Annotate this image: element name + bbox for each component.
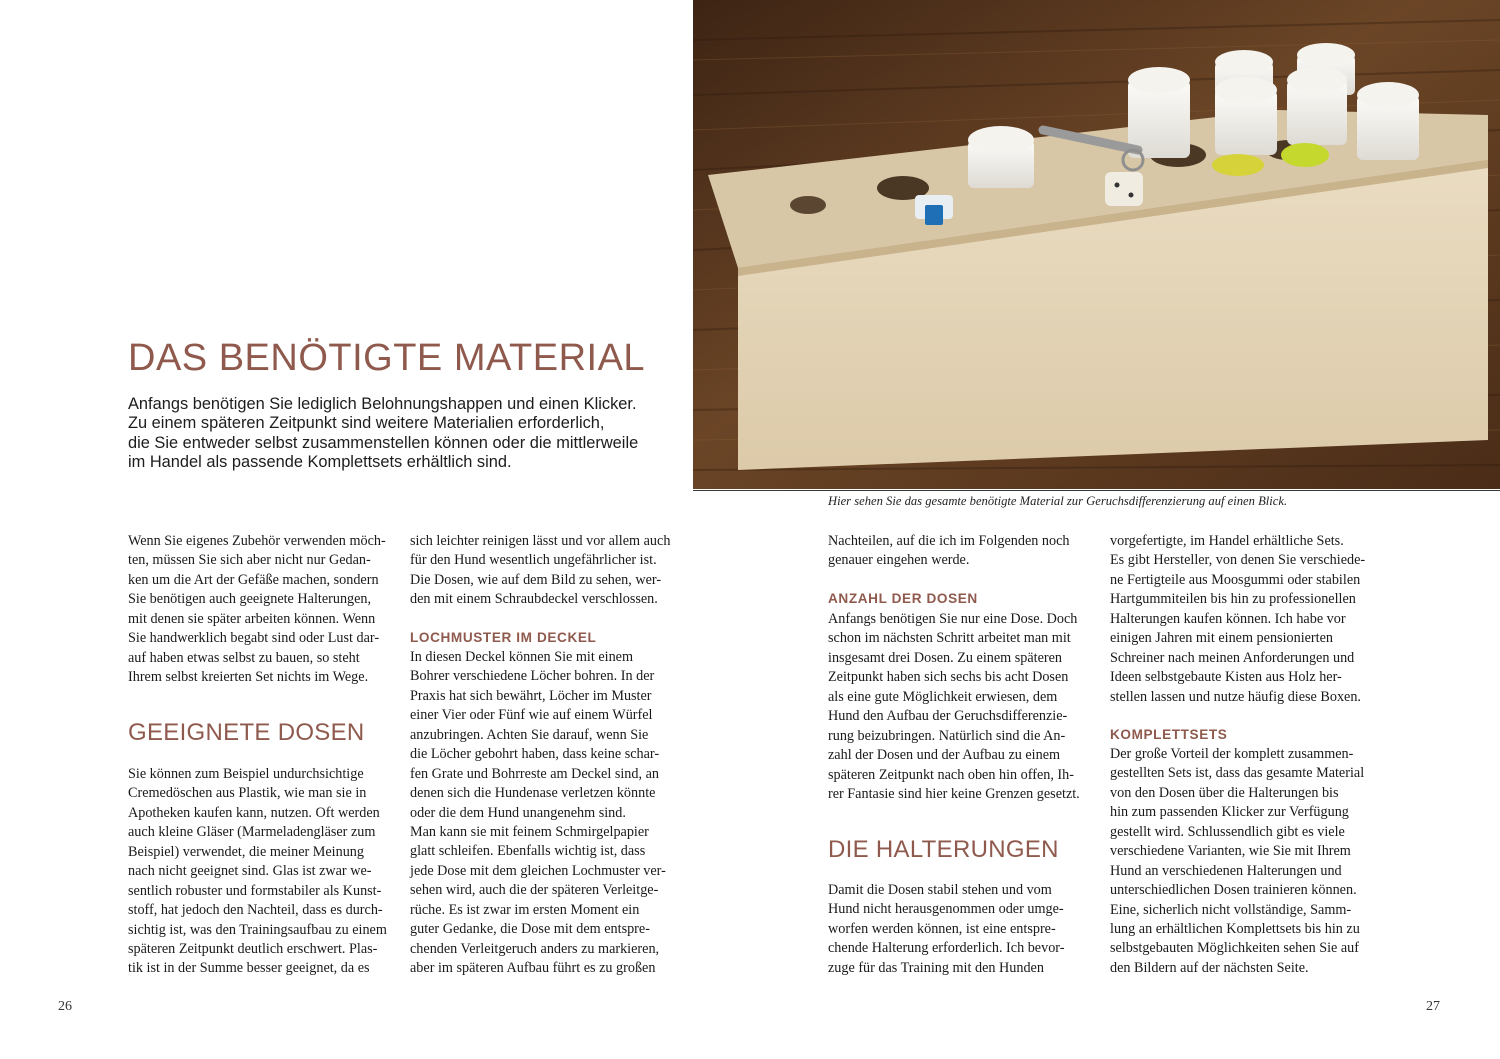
text-line: Anfangs benötigen Sie nur eine Dose. Doch — [828, 611, 1078, 627]
text-line: Nachteilen, auf die ich im Folgenden noch — [828, 533, 1070, 549]
text-line: chende Halterung erforderlich. Ich bevor- — [828, 940, 1065, 957]
text-line: Damit die Dosen stabil stehen und vom — [828, 882, 1052, 898]
text-line: sentlich robuster und formstabiler als Kunst- — [128, 882, 382, 899]
text-line: stoff, hat jedoch den Nachteil, dass es durch- — [128, 902, 383, 919]
text-line: Halterungen kaufen können. Ich habe vor — [1110, 610, 1346, 627]
text-line: Hund nicht herausgenommen oder umge- — [828, 901, 1064, 918]
text-line: ne Fertigteile aus Moosgummi oder stabilen — [1110, 571, 1361, 588]
text-line: Der große Vorteil der komplett zusammen- — [1110, 746, 1354, 762]
page-number-left: 26 — [58, 999, 72, 1014]
text-line: verschiedene Varianten, wie Sie mit Ihrem — [1110, 843, 1351, 860]
text-line: Ihrem selbst kreierten Set nichts im Wege. — [128, 669, 369, 686]
text-line: mit denen sie später arbeiten können. Wenn — [128, 610, 376, 627]
subheading-anzahl-der-dosen: ANZAHL DER DOSEN — [828, 591, 978, 606]
text-line: zahl der Dosen und der Aufbau zu einem — [828, 747, 1061, 764]
text-line: chenden Verleitgeruch anders zu markieren, — [410, 940, 660, 957]
text-line: gestellt wird. Schlussendlich gibt es viele — [1110, 823, 1345, 840]
text-line: die Löcher gebohrt haben, dass keine schar- — [410, 746, 660, 763]
text-line: Zeitpunkt haben sich sechs bis acht Dosen — [828, 669, 1069, 686]
text-line: einigen Jahren mit einem pensionierten — [1110, 630, 1333, 647]
text-line: Zu einem späteren Zeitpunkt sind weitere Materialien erforderlich, — [128, 414, 605, 433]
text-line: Apotheken kaufen kann, nutzen. Oft werden — [128, 804, 380, 821]
text-line: Anfangs benötigen Sie lediglich Belohnungshappen und einen Klicker. — [128, 395, 637, 413]
lead-paragraph — [128, 395, 688, 473]
text-line: denen sich die Hundenase verletzen könnte — [410, 785, 656, 802]
text-line: den mit einem Schraubdeckel verschlossen. — [410, 591, 658, 608]
text-line: zuge für das Training mit den Hunden — [828, 959, 1044, 976]
text-line: In diesen Deckel können Sie mit einem — [410, 649, 633, 665]
text-line: sichtig ist, was den Trainingsaufbau zu einem — [128, 921, 387, 938]
text-line: von den Dosen über die Halterungen bis — [1110, 784, 1339, 801]
text-line: im Handel als passende Komplettsets erhältlich sind. — [128, 453, 512, 472]
text-line: tik ist in der Summe besser geeignet, da es — [128, 960, 370, 977]
text-line: glatt schleifen. Ebenfalls wichtig ist, dass — [410, 843, 646, 860]
subheading-lochmuster: LOCHMUSTER IM DECKEL — [410, 630, 597, 645]
text-line: gestellten Sets ist, dass das gesamte Material — [1110, 765, 1365, 782]
text-line: Beispiel) verwendet, die meiner Meinung — [128, 843, 364, 860]
text-line: die Sie entweder selbst zusammenstellen können oder die mittlerweile — [128, 433, 639, 452]
text-line: vorgefertigte, im Handel erhältliche Sets. — [1110, 533, 1344, 549]
text-line: Ideen selbstgebaute Kisten aus Holz her- — [1110, 669, 1342, 686]
text-line: selbstgebauten Möglichkeiten sehen Sie auf — [1110, 940, 1360, 957]
halterungen-paragraph — [828, 881, 1064, 978]
text-line: auf haben etwas selbst zu bauen, so steht — [128, 649, 360, 666]
text-line: jede Dose mit dem gleichen Lochmuster ver- — [410, 862, 666, 879]
text-line: als eine gute Möglichkeit erwiesen, dem — [828, 688, 1058, 705]
text-line: Hartgummiteilen bis hin zu professionellen — [1110, 591, 1356, 608]
text-line: nach nicht geeignet sind. Glas ist zwar we- — [128, 863, 372, 880]
column-2-top-paragraph — [410, 532, 670, 610]
column-4-top-paragraph — [1110, 532, 1365, 707]
text-line: Es gibt Hersteller, von denen Sie verschiede- — [1110, 552, 1366, 569]
dosen-paragraph — [128, 765, 387, 979]
text-line: Schreiner nach meinen Anforderungen und — [1110, 649, 1355, 666]
text-line: Hund an verschiedenen Halterungen und — [1110, 862, 1342, 879]
text-line: späteren Zeitpunkt deutlich erschwert. Plas- — [128, 940, 378, 957]
caption-rule — [693, 490, 1500, 491]
text-line: worfen werden können, ist eine entspre- — [828, 920, 1056, 937]
komplettsets-paragraph — [1110, 745, 1364, 978]
subheading-komplettsets: KOMPLETTSETS — [1110, 727, 1228, 742]
text-line: sehen wird, auch die der späteren Verleitge- — [410, 882, 659, 899]
text-line: lung an erhältlichen Komplettsets bis hin zu — [1110, 920, 1360, 937]
text-line: Die Dosen, wie auf dem Bild zu sehen, wer- — [410, 571, 662, 588]
text-line: für den Hund wesentlich ungefährlicher ist. — [410, 552, 657, 569]
text-line: den Bildern auf der nächsten Seite. — [1110, 959, 1309, 976]
text-line: Wenn Sie eigenes Zubehör verwenden möch- — [128, 533, 386, 549]
text-line: Cremedöschen aus Plastik, wie man sie in — [128, 785, 367, 802]
text-line: guter Gedanke, die Dose mit dem entspre- — [410, 921, 650, 938]
text-line: späteren Zeitpunkt nach oben hin offen, Ih- — [828, 766, 1074, 783]
text-line: Hund den Aufbau der Geruchsdifferenzie- — [828, 708, 1068, 725]
text-line: rüche. Es ist zwar im ersten Moment ein — [410, 901, 640, 918]
text-line: hin zum passenden Klicker zur Verfügung — [1110, 804, 1349, 821]
material-photo — [693, 0, 1500, 489]
text-line: sich leichter reinigen lässt und vor allem auch — [410, 533, 671, 549]
lochmuster-paragraph — [410, 648, 666, 978]
text-line: auch kleine Gläser (Marmeladengläser zum — [128, 824, 376, 841]
text-line: Sie handwerklich begabt sind oder Lust dar- — [128, 630, 380, 647]
column-3-top-paragraph — [828, 532, 1070, 571]
text-line: stellen lassen und nutze häufig diese Boxen. — [1110, 688, 1361, 705]
heading-die-halterungen: DIE HALTERUNGEN — [828, 836, 1059, 863]
text-line: schon im nächsten Schritt arbeitet man mit — [828, 630, 1071, 647]
page-number-right: 27 — [1426, 999, 1440, 1014]
intro-paragraph — [128, 532, 386, 688]
text-line: oder die dem Hund unangenehm sind. — [410, 804, 626, 821]
text-line: rung beizubringen. Natürlich sind die An- — [828, 727, 1066, 744]
text-line: ten, müssen Sie sich aber nicht nur Gedan- — [128, 552, 371, 569]
text-line: fen Grate und Bohrreste am Deckel sind, an — [410, 765, 659, 782]
text-line: einer Vier oder Fünf wie auf einem Würfel — [410, 707, 653, 724]
material-photo-illustration — [693, 0, 1500, 489]
text-line: ken um die Art der Gefäße machen, sondern — [128, 571, 379, 588]
text-line: Man kann sie mit feinem Schmirgelpapier — [410, 823, 649, 840]
photo-caption: Hier sehen Sie das gesamte benötigte Material zur Geruchsdifferenzierung auf einen Blick. — [828, 494, 1288, 508]
text-line: rer Fantasie sind hier keine Grenzen gesetzt. — [828, 785, 1080, 802]
heading-geeignete-dosen: GEEIGNETE DOSEN — [128, 719, 365, 746]
text-line: aber im späteren Aufbau führt es zu großen — [410, 960, 656, 976]
text-line: insgesamt drei Dosen. Zu einem späteren — [828, 649, 1063, 666]
text-line: Sie benötigen auch geeignete Halterungen, — [128, 591, 372, 608]
text-line: Eine, sicherlich nicht vollständige, Samm- — [1110, 901, 1352, 918]
anzahl-paragraph — [828, 610, 1080, 804]
text-line: Sie können zum Beispiel undurchsichtige — [128, 766, 364, 782]
text-line: Bohrer verschiedene Löcher bohren. In der — [410, 668, 655, 685]
text-line: genauer eingehen werde. — [828, 552, 970, 569]
text-line: anzubringen. Achten Sie darauf, wenn Sie — [410, 726, 649, 743]
text-line: unterschiedlichen Dosen trainieren können. — [1110, 882, 1357, 899]
text-line: Praxis hat sich bewährt, Löcher im Muster — [410, 687, 652, 704]
chapter-title: DAS BENÖTIGTE MATERIAL — [128, 337, 646, 379]
